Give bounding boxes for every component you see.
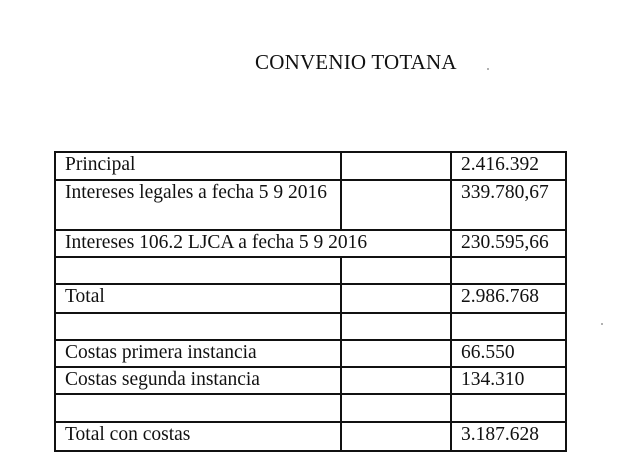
row-value: 134.310	[451, 367, 566, 394]
table-row	[55, 422, 566, 451]
table-row	[55, 257, 566, 284]
scan-speck	[487, 68, 489, 70]
row-label	[55, 394, 341, 422]
row-middle	[341, 180, 451, 230]
row-middle	[341, 313, 451, 340]
convenio-table	[54, 151, 567, 452]
table-row	[55, 180, 566, 230]
row-middle	[341, 367, 451, 394]
table-row	[55, 284, 566, 313]
row-label: Costas primera instancia	[55, 340, 341, 367]
row-label: Intereses 106.2 LJCA a fecha 5 9 2016	[55, 230, 451, 257]
row-middle	[341, 340, 451, 367]
row-label	[55, 257, 341, 284]
table-row	[55, 394, 566, 422]
row-label	[55, 313, 341, 340]
table-row	[55, 230, 566, 257]
table-row	[55, 313, 566, 340]
row-value: 339.780,67	[451, 180, 566, 230]
row-label: Intereses legales a fecha 5 9 2016	[55, 180, 341, 230]
table-row	[55, 340, 566, 367]
row-value: 2.416.392	[451, 152, 566, 180]
row-label: Total	[55, 284, 341, 313]
row-middle	[341, 284, 451, 313]
row-value	[451, 394, 566, 422]
scan-speck	[601, 323, 603, 325]
row-value: 2.986.768	[451, 284, 566, 313]
row-value: 230.595,66	[451, 230, 566, 257]
document-title: CONVENIO TOTANA	[255, 50, 457, 74]
row-label: Total con costas	[55, 422, 341, 451]
row-label: Costas segunda instancia	[55, 367, 341, 394]
row-value: 3.187.628	[451, 422, 566, 451]
row-middle	[341, 257, 451, 284]
row-middle	[341, 422, 451, 451]
row-label: Principal	[55, 152, 341, 180]
row-value	[451, 313, 566, 340]
row-middle	[341, 394, 451, 422]
table-row	[55, 367, 566, 394]
row-value: 66.550	[451, 340, 566, 367]
row-value	[451, 257, 566, 284]
row-middle	[341, 152, 451, 180]
table-row	[55, 152, 566, 180]
